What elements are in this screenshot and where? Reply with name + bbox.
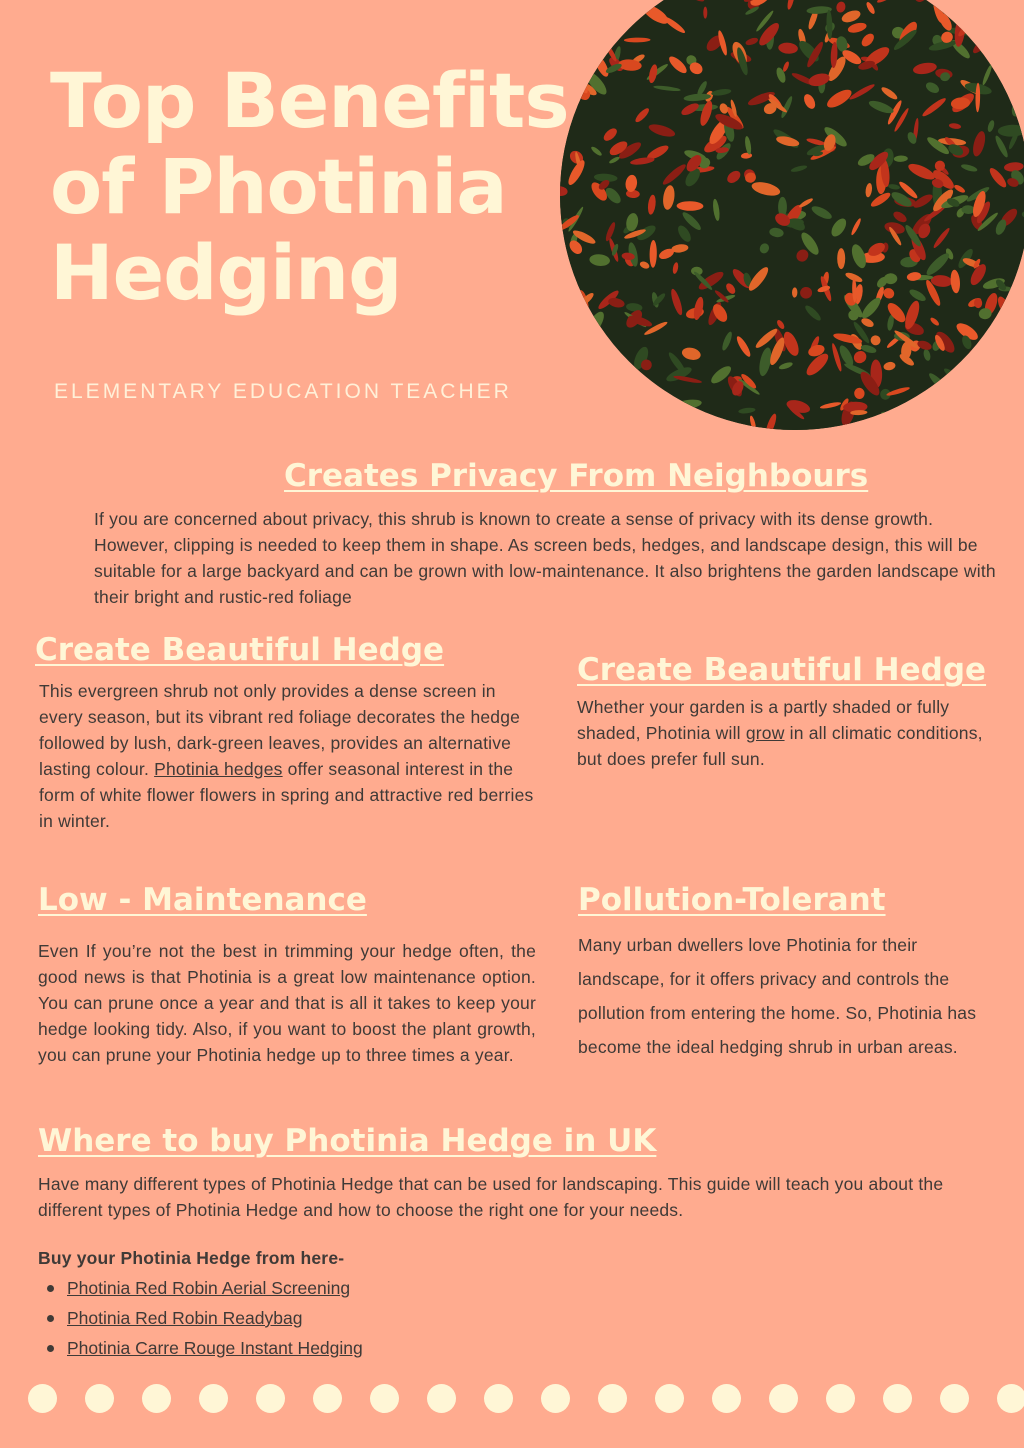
leaf-shape	[640, 401, 655, 430]
low-maintenance-heading: Low - Maintenance	[38, 882, 367, 918]
beautiful-hedge-right-text-end: in all climatic conditions, but does prefer full sun.	[577, 723, 983, 769]
leaf-shape	[953, 381, 977, 397]
decorative-dot	[313, 1384, 342, 1413]
leaf-shape	[1011, 286, 1024, 302]
leaf-shape	[963, 12, 978, 32]
decorative-dot	[484, 1384, 513, 1413]
leaf-shape	[878, 409, 905, 430]
leaf-shape	[939, 0, 946, 11]
decorative-dot	[199, 1384, 228, 1413]
leaf-shape	[662, 397, 683, 427]
leaf-shape	[560, 345, 581, 376]
leaf-shape	[560, 12, 580, 29]
leaf-shape	[560, 385, 563, 401]
buy-links-list	[38, 1273, 1004, 1363]
low-maintenance-section	[38, 882, 536, 1068]
leaf-shape	[596, 391, 614, 413]
leaf-shape	[593, 0, 608, 24]
leaf-shape	[978, 351, 1000, 373]
photinia-foliage-image	[560, 0, 1024, 430]
beautiful-hedge-left-section	[35, 632, 535, 834]
photinia-hedges-link[interactable]: Photinia hedges	[154, 759, 283, 779]
leaf-shape	[1011, 349, 1024, 364]
low-maintenance-text: Even If you’re not the best in trimming your hedge often, the good news is that Photinia is a great low maintenance option. You can prune once a year and that is all it takes to keep your hedge looking tidy. Also, if you want to boost the plant growth, you can prune your Photinia hedge up to three times a year.	[38, 941, 536, 1065]
leaf-shape	[585, 391, 611, 402]
leaf-shape	[944, 396, 948, 424]
leaf-shape	[703, 7, 707, 19]
buy-link-aerial-screening[interactable]: Photinia Red Robin Aerial Screening	[67, 1278, 351, 1298]
decorative-dot	[427, 1384, 456, 1413]
privacy-heading: Creates Privacy From Neighbours	[284, 458, 869, 494]
leaf-shape	[1000, 69, 1019, 81]
leaf-shape	[962, 364, 989, 392]
decorative-dot-row	[0, 1384, 1024, 1414]
leaf-shape	[1013, 1, 1024, 25]
beautiful-hedge-right-section	[577, 652, 1007, 772]
leaf-shape	[575, 376, 602, 387]
leaf-shape	[995, 343, 1013, 373]
leaf-shape	[952, 390, 966, 408]
leaf-shape	[573, 376, 583, 390]
beautiful-hedge-left-text-start: This evergreen shrub not only provides a dense screen in every season, but its vibrant red foliage decorates the hedge followed by lush, dark-green leaves, provides an alternative lasting colour.	[39, 681, 521, 779]
pollution-tolerant-text: Many urban dwellers love Photinia for their landscape, for it offers privacy and controls the pollution from entering the home. So, Photinia has become the ideal hedging shrub in urban areas.	[578, 935, 977, 1057]
decorative-dot	[940, 1384, 969, 1413]
leaf-shape	[837, 248, 845, 269]
beautiful-hedge-right-heading: Create Beautiful Hedge	[577, 652, 987, 688]
decorative-dot	[142, 1384, 171, 1413]
decorative-dot	[370, 1384, 399, 1413]
leaf-shape	[1002, 359, 1014, 374]
privacy-text: If you are concerned about privacy, this shrub is known to create a sense of privacy with its dense growth. However, clipping is needed to keep them in shape. As screen beds, hedges, and landscape design, this will be suitable for a large backyard and can be grown with low-maintenance. It also brightens the garden landscape with their bright and rustic-red foliage	[94, 509, 996, 607]
decorative-dot	[997, 1384, 1024, 1413]
beautiful-hedge-right-text-start: Whether your garden is a partly shaded or fully shaded, Photinia will	[577, 697, 950, 743]
beautiful-hedge-right-text	[577, 694, 1007, 772]
leaf-shape	[572, 316, 597, 328]
page-subtitle: ELEMENTARY EDUCATION TEACHER	[54, 380, 512, 403]
list-item	[38, 1333, 1004, 1363]
pollution-tolerant-heading: Pollution-Tolerant	[578, 882, 886, 918]
beautiful-hedge-left-text	[39, 678, 535, 834]
where-to-buy-section	[38, 1123, 1004, 1363]
list-item	[38, 1273, 1004, 1303]
leaf-shape	[963, 6, 982, 23]
leaf-shape	[1017, 50, 1024, 61]
leaf-shape	[966, 349, 985, 381]
buy-label: Buy your Photinia Hedge from here-	[38, 1248, 345, 1268]
leaf-shape	[605, 386, 619, 397]
decorative-dot	[28, 1384, 57, 1413]
leaf-shape	[623, 377, 634, 396]
where-to-buy-text: Have many different types of Photinia Hedge that can be used for landscaping. This guide will teach you about the different types of Photinia Hedge and how to choose the right one for your needs.	[38, 1174, 944, 1220]
leaf-shape	[928, 415, 951, 430]
leaf-shape	[589, 32, 602, 48]
pollution-tolerant-section	[578, 882, 1008, 1064]
leaf-shape	[976, 346, 989, 363]
buy-link-readybag[interactable]: Photinia Red Robin Readybag	[67, 1308, 303, 1328]
where-to-buy-heading: Where to buy Photinia Hedge in UK	[38, 1123, 657, 1159]
leaf-shape	[581, 0, 596, 13]
leaf-shape	[585, 343, 600, 368]
beautiful-hedge-left-heading: Create Beautiful Hedge	[35, 632, 445, 668]
decorative-dot	[256, 1384, 285, 1413]
privacy-section	[94, 458, 1004, 610]
leaf-shape	[1013, 48, 1024, 62]
leaf-shape	[986, 403, 1016, 416]
page-title: Top Benefits of Photinia Hedging	[50, 56, 569, 317]
decorative-dot	[712, 1384, 741, 1413]
decorative-dot	[769, 1384, 798, 1413]
leaf-shape	[1005, 0, 1011, 1]
photinia-foliage-photo	[560, 0, 1024, 430]
list-item	[38, 1303, 1004, 1333]
leaf-shape	[589, 0, 611, 15]
leaf-shape	[560, 340, 570, 365]
leaf-shape	[1020, 3, 1024, 18]
leaf-shape	[986, 327, 1001, 340]
leaf-shape	[959, 386, 978, 403]
grow-link[interactable]: grow	[745, 723, 785, 743]
leaf-shape	[592, 0, 606, 13]
decorative-dot	[85, 1384, 114, 1413]
leaf-shape	[626, 385, 637, 406]
decorative-dot	[826, 1384, 855, 1413]
leaf-shape	[635, 0, 645, 5]
beautiful-hedge-left-text-end: offer seasonal interest in the form of white flower flowers in spring and attractive red berries in winter.	[39, 759, 534, 831]
leaf-shape	[994, 398, 1004, 417]
leaf-shape	[953, 374, 962, 387]
decorative-dot	[655, 1384, 684, 1413]
leaf-shape	[574, 356, 593, 381]
decorative-dot	[541, 1384, 570, 1413]
leaf-shape	[973, 384, 987, 399]
decorative-dot	[598, 1384, 627, 1413]
leaf-shape	[934, 0, 944, 3]
leaf-shape	[617, 6, 630, 24]
decorative-dot	[883, 1384, 912, 1413]
leaf-shape	[691, 420, 708, 430]
leaf-shape	[593, 0, 613, 4]
leaf-shape	[1018, 383, 1024, 404]
leaf-shape	[979, 0, 1000, 20]
leaf-shape	[572, 21, 584, 26]
buy-link-carre-rouge[interactable]: Photinia Carre Rouge Instant Hedging	[67, 1338, 363, 1358]
